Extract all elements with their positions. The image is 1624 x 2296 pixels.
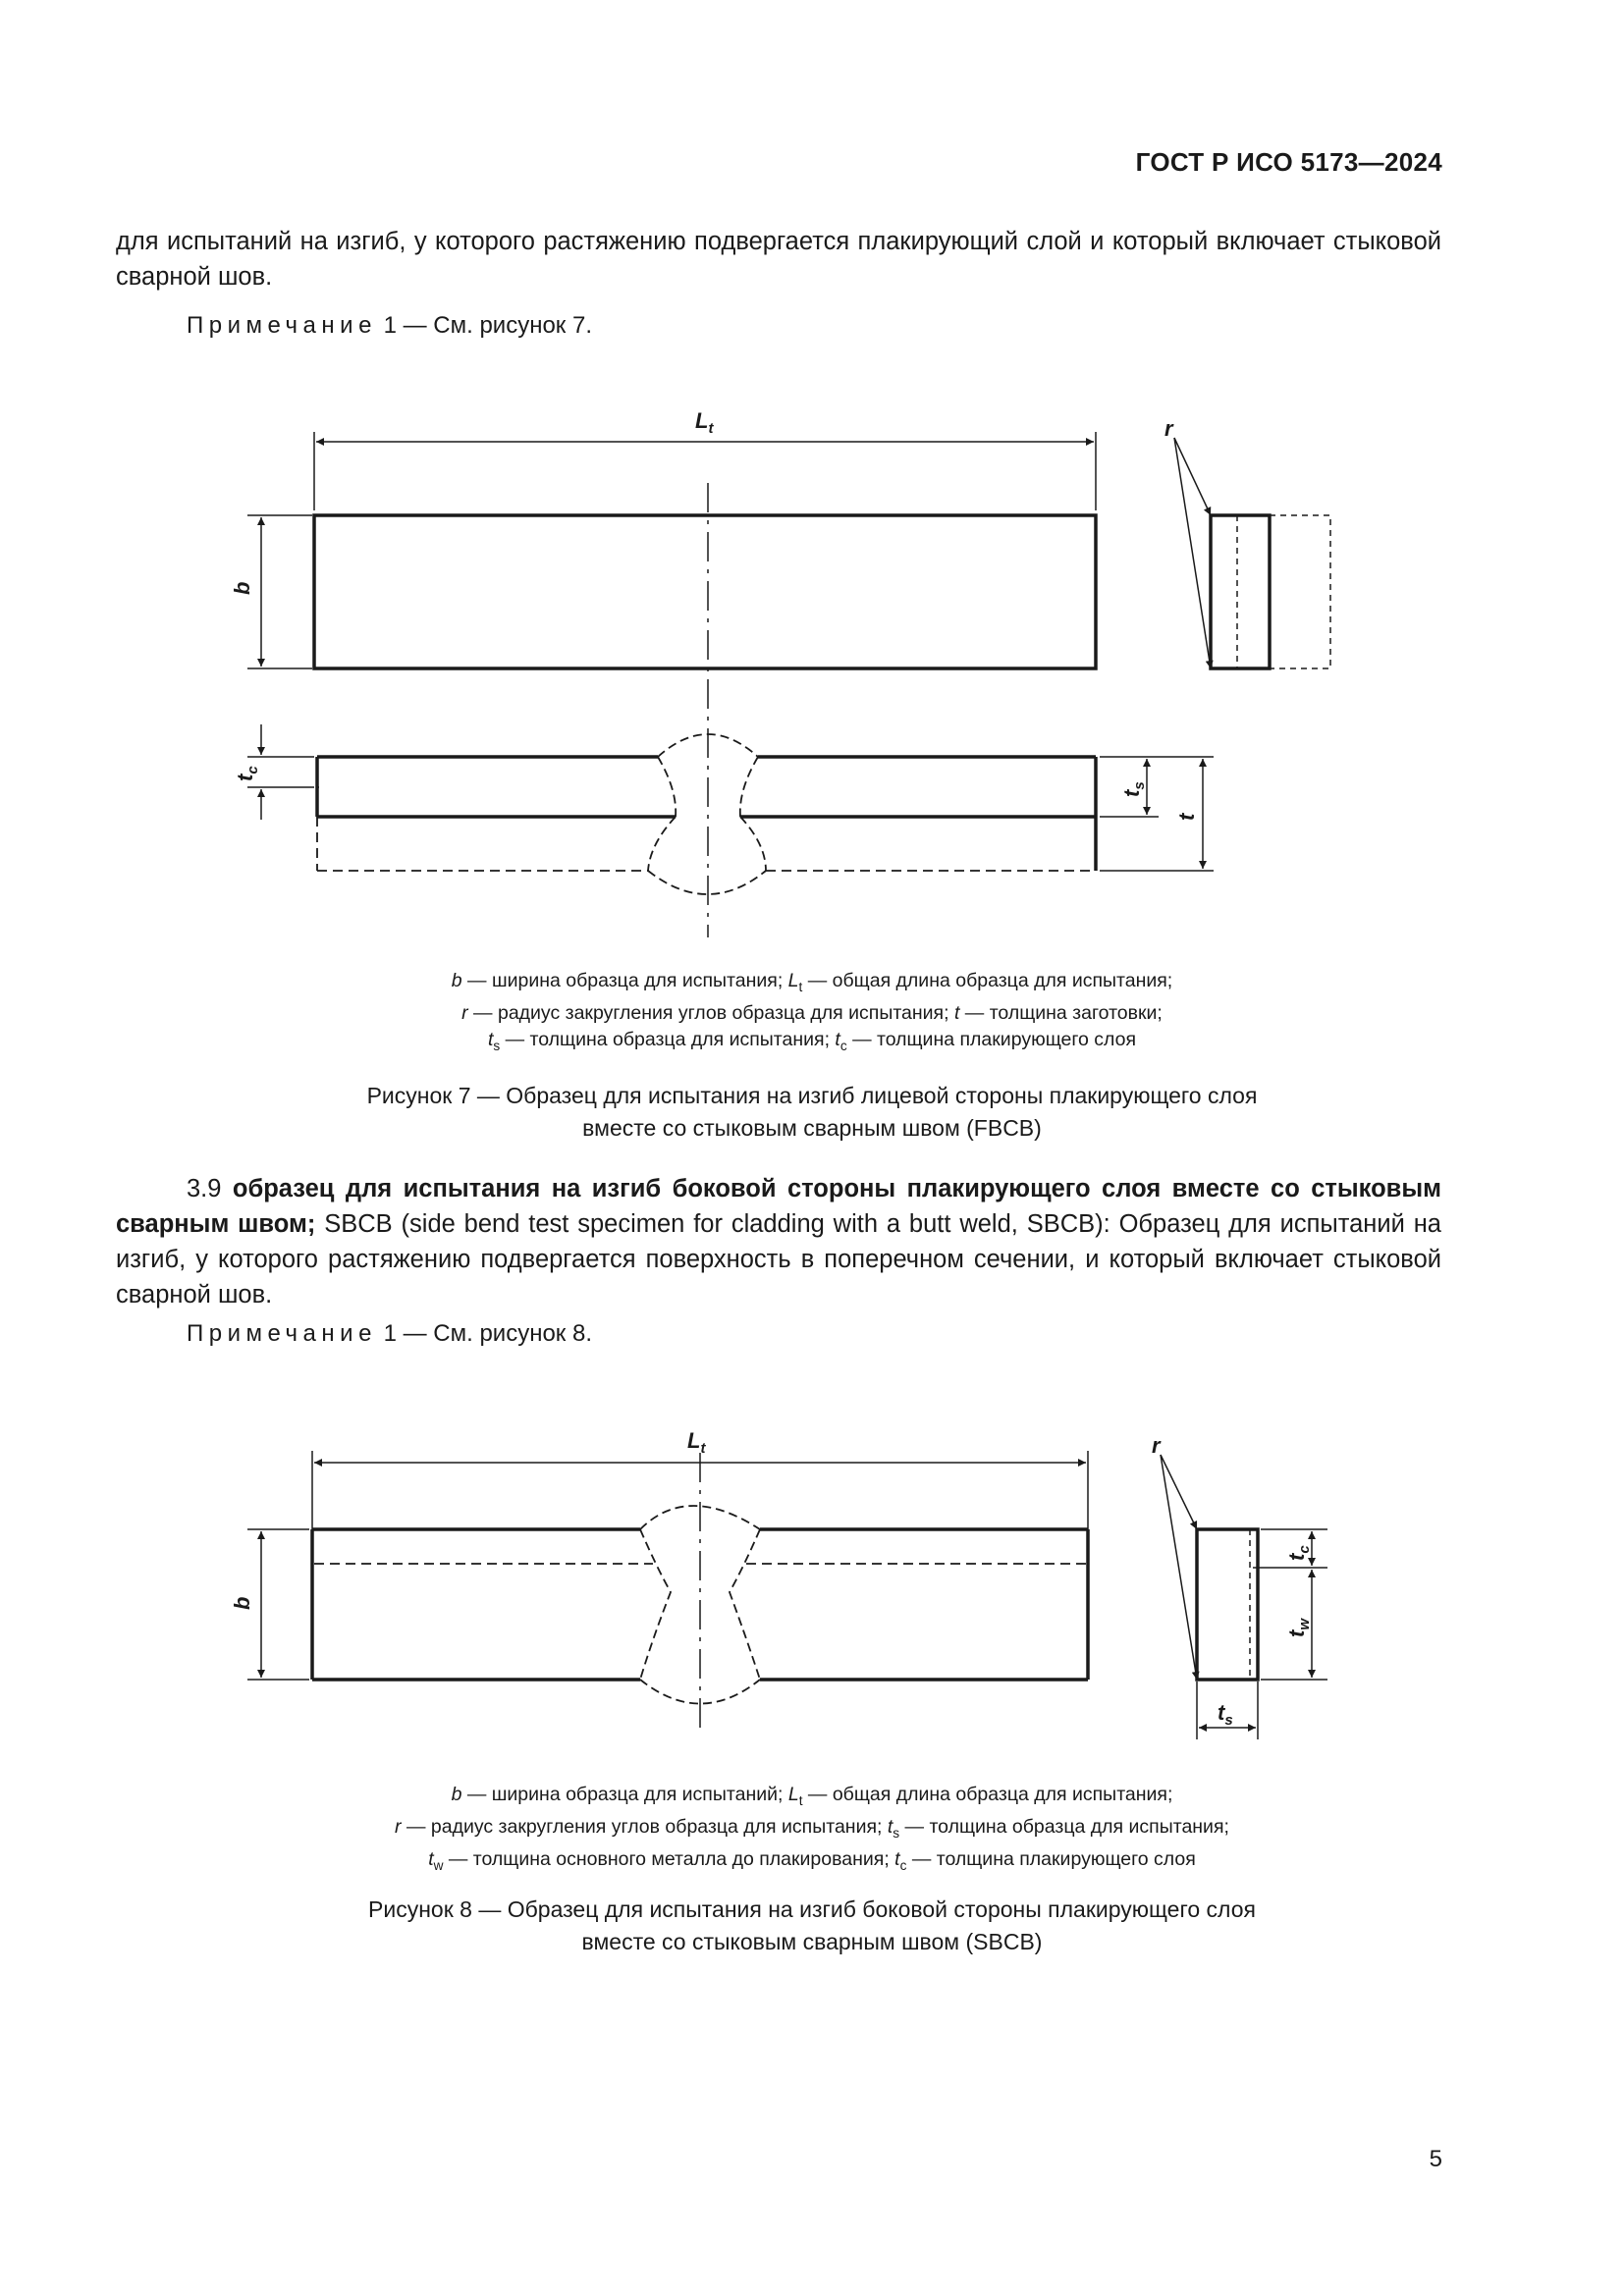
figure-8-drawing <box>0 1374 1624 1787</box>
legend-line: $t_w$ — толщина основного металла до плакирования; $t_c$ — толщина плакирующего слоя <box>428 1847 1196 1873</box>
legend-line: $t_s$ — толщина образца для испытания; $t_c$ — толщина плакирующего слоя <box>487 1028 1137 1053</box>
intro-paragraph: для испытаний на изгиб, у которого растяжению подвергается плакирующий слой и который включает стыковой сварной шов. <box>116 228 1441 291</box>
fig8-weld-groove-right <box>730 1529 760 1680</box>
figure-7-drawing <box>0 0 1624 982</box>
fig7-label-t: t <box>1174 813 1199 821</box>
fig7-label-tc: $t_c$ <box>233 766 261 781</box>
legend-line: r — радиус закругления углов образца для испытания; t — толщина заготовки; <box>461 1001 1163 1024</box>
section-term: образец для испытания на изгиб боковой стороны плакирующего слоя вместе со стыковым сварным швом; <box>116 1175 1441 1238</box>
fig7-weld-root <box>648 871 766 894</box>
note-label: Примечание <box>187 312 377 339</box>
fig8-label-tw: $t_w$ <box>1284 1619 1313 1637</box>
fig8-label-r: r <box>1152 1433 1161 1458</box>
fig8-label-tc: $t_c$ <box>1284 1545 1313 1561</box>
section-3-9 <box>116 1171 1441 1312</box>
note-label: Примечание <box>187 1320 377 1347</box>
fig7-label-r: r <box>1164 416 1173 441</box>
fig7-label-b: b <box>230 581 254 595</box>
note-figure-8 <box>187 1320 592 1348</box>
fig8-side-view <box>1197 1529 1258 1680</box>
fig8-label-ts: $t_s$ <box>1218 1700 1233 1729</box>
fig7-label-Lt: $L_t$ <box>695 408 714 437</box>
caption-line: вместе со стыковым сварным швом (SBCB) <box>581 1929 1043 1954</box>
legend-line: b — ширина образца для испытаний; $L_t$ — общая длина образца для испытания; <box>451 1784 1173 1808</box>
document-id: ГОСТ Р ИСО 5173—2024 <box>1135 147 1442 177</box>
figure-7-legend <box>0 968 1624 1059</box>
note-text: 1 — См. рисунок 8. <box>376 1320 592 1347</box>
figure-8-legend <box>0 1782 1624 1879</box>
figure-8-caption <box>0 1894 1624 1958</box>
legend-line: b — ширина образца для испытания; $L_t$ — общая длина образца для испытания; <box>451 970 1173 994</box>
fig8-label-b: b <box>230 1596 254 1610</box>
figure-7-caption <box>0 1080 1624 1145</box>
caption-line: вместе со стыковым сварным швом (FBCB) <box>582 1115 1042 1141</box>
fig7-label-ts: $t_s$ <box>1119 781 1148 797</box>
section-definition: SBCB (side bend test specimen for cladding with a butt weld, SBCB): Образец для испытаний на изгиб, у которого растяжению подвергается поверхность в поперечном сечении, и который включает стыковой сварной шов. <box>116 1210 1441 1308</box>
legend-line: r — радиус закругления углов образца для испытания; $t_s$ — толщина образца для испытания; <box>395 1815 1229 1841</box>
page-number: 5 <box>1429 2146 1442 2172</box>
section-number: 3.9 <box>187 1175 233 1202</box>
fig7-top-view-specimen <box>314 515 1096 668</box>
fig8-weld-groove-left <box>640 1529 671 1680</box>
fig8-label-Lt: $L_t$ <box>687 1428 706 1457</box>
caption-line: Рисунок 8 — Образец для испытания на изгиб боковой стороны плакирующего слоя <box>368 1896 1256 1922</box>
fig7-side-view <box>1211 515 1270 668</box>
note-text: 1 — См. рисунок 7. <box>376 312 592 339</box>
caption-line: Рисунок 7 — Образец для испытания на изгиб лицевой стороны плакирующего слоя <box>366 1083 1258 1108</box>
